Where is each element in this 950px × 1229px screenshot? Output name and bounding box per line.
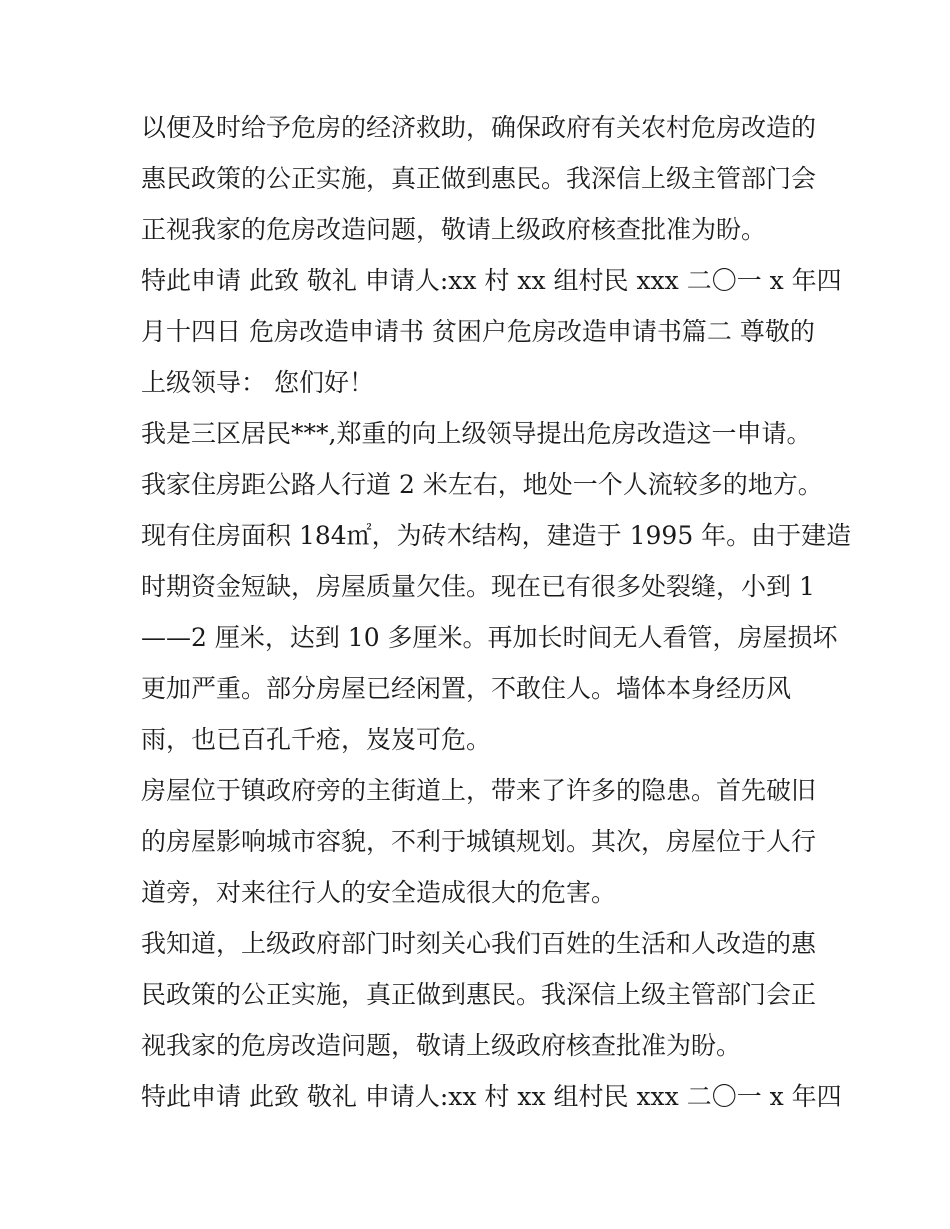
text-line: 民政策的公正实施，真正做到惠民。我深信上级主管部门会正 xyxy=(141,980,817,1009)
text-line: 月十四日 危房改造申请书 贫困户危房改造申请书篇二 尊敬的 xyxy=(141,317,815,346)
text-line: 惠民政策的公正实施，真正做到惠民。我深信上级主管部门会 xyxy=(141,164,817,193)
text-line: 我知道，上级政府部门时刻关心我们百姓的生活和人改造的惠 xyxy=(141,929,817,958)
text-line: 特此申请 此致 敬礼 申请人:xx 村 xx 组村民 xxx 二〇一 x 年四 xyxy=(141,266,842,295)
text-line: 视我家的危房改造问题，敬请上级政府核查批准为盼。 xyxy=(141,1031,742,1060)
text-line: 房屋位于镇政府旁的主街道上，带来了许多的隐患。首先破旧 xyxy=(141,776,817,805)
text-line: 的房屋影响城市容貌，不利于城镇规划。其次，房屋位于人行 xyxy=(141,827,817,856)
text-line: 上级领导： 您们好！ xyxy=(141,368,374,397)
text-line: 正视我家的危房改造问题，敬请上级政府核查批准为盼。 xyxy=(141,215,767,244)
text-line: 时期资金短缺，房屋质量欠佳。现在已有很多处裂缝，小到 1 xyxy=(141,572,815,601)
text-line: 更加严重。部分房屋已经闲置，不敢住人。墙体本身经历风 xyxy=(141,674,792,703)
text-line: ——2 厘米，达到 10 多厘米。再加长时间无人看管，房屋损坏 xyxy=(141,623,838,652)
text-line: 道旁，对来往行人的安全造成很大的危害。 xyxy=(141,878,617,907)
text-line: 我是三区居民***,郑重的向上级领导提出危房改造这一申请。 xyxy=(141,419,812,448)
text-line: 特此申请 此致 敬礼 申请人:xx 村 xx 组村民 xxx 二〇一 x 年四 xyxy=(141,1082,842,1111)
text-line: 我家住房距公路人行道 2 米左右，地处一个人流较多的地方。 xyxy=(141,470,823,499)
text-line: 雨，也已百孔千疮，岌岌可危。 xyxy=(141,725,492,754)
text-line: 现有住房面积 184㎡，为砖木结构，建造于 1995 年。由于建造 xyxy=(141,521,852,550)
text-line: 以便及时给予危房的经济救助，确保政府有关农村危房改造的 xyxy=(141,113,817,142)
